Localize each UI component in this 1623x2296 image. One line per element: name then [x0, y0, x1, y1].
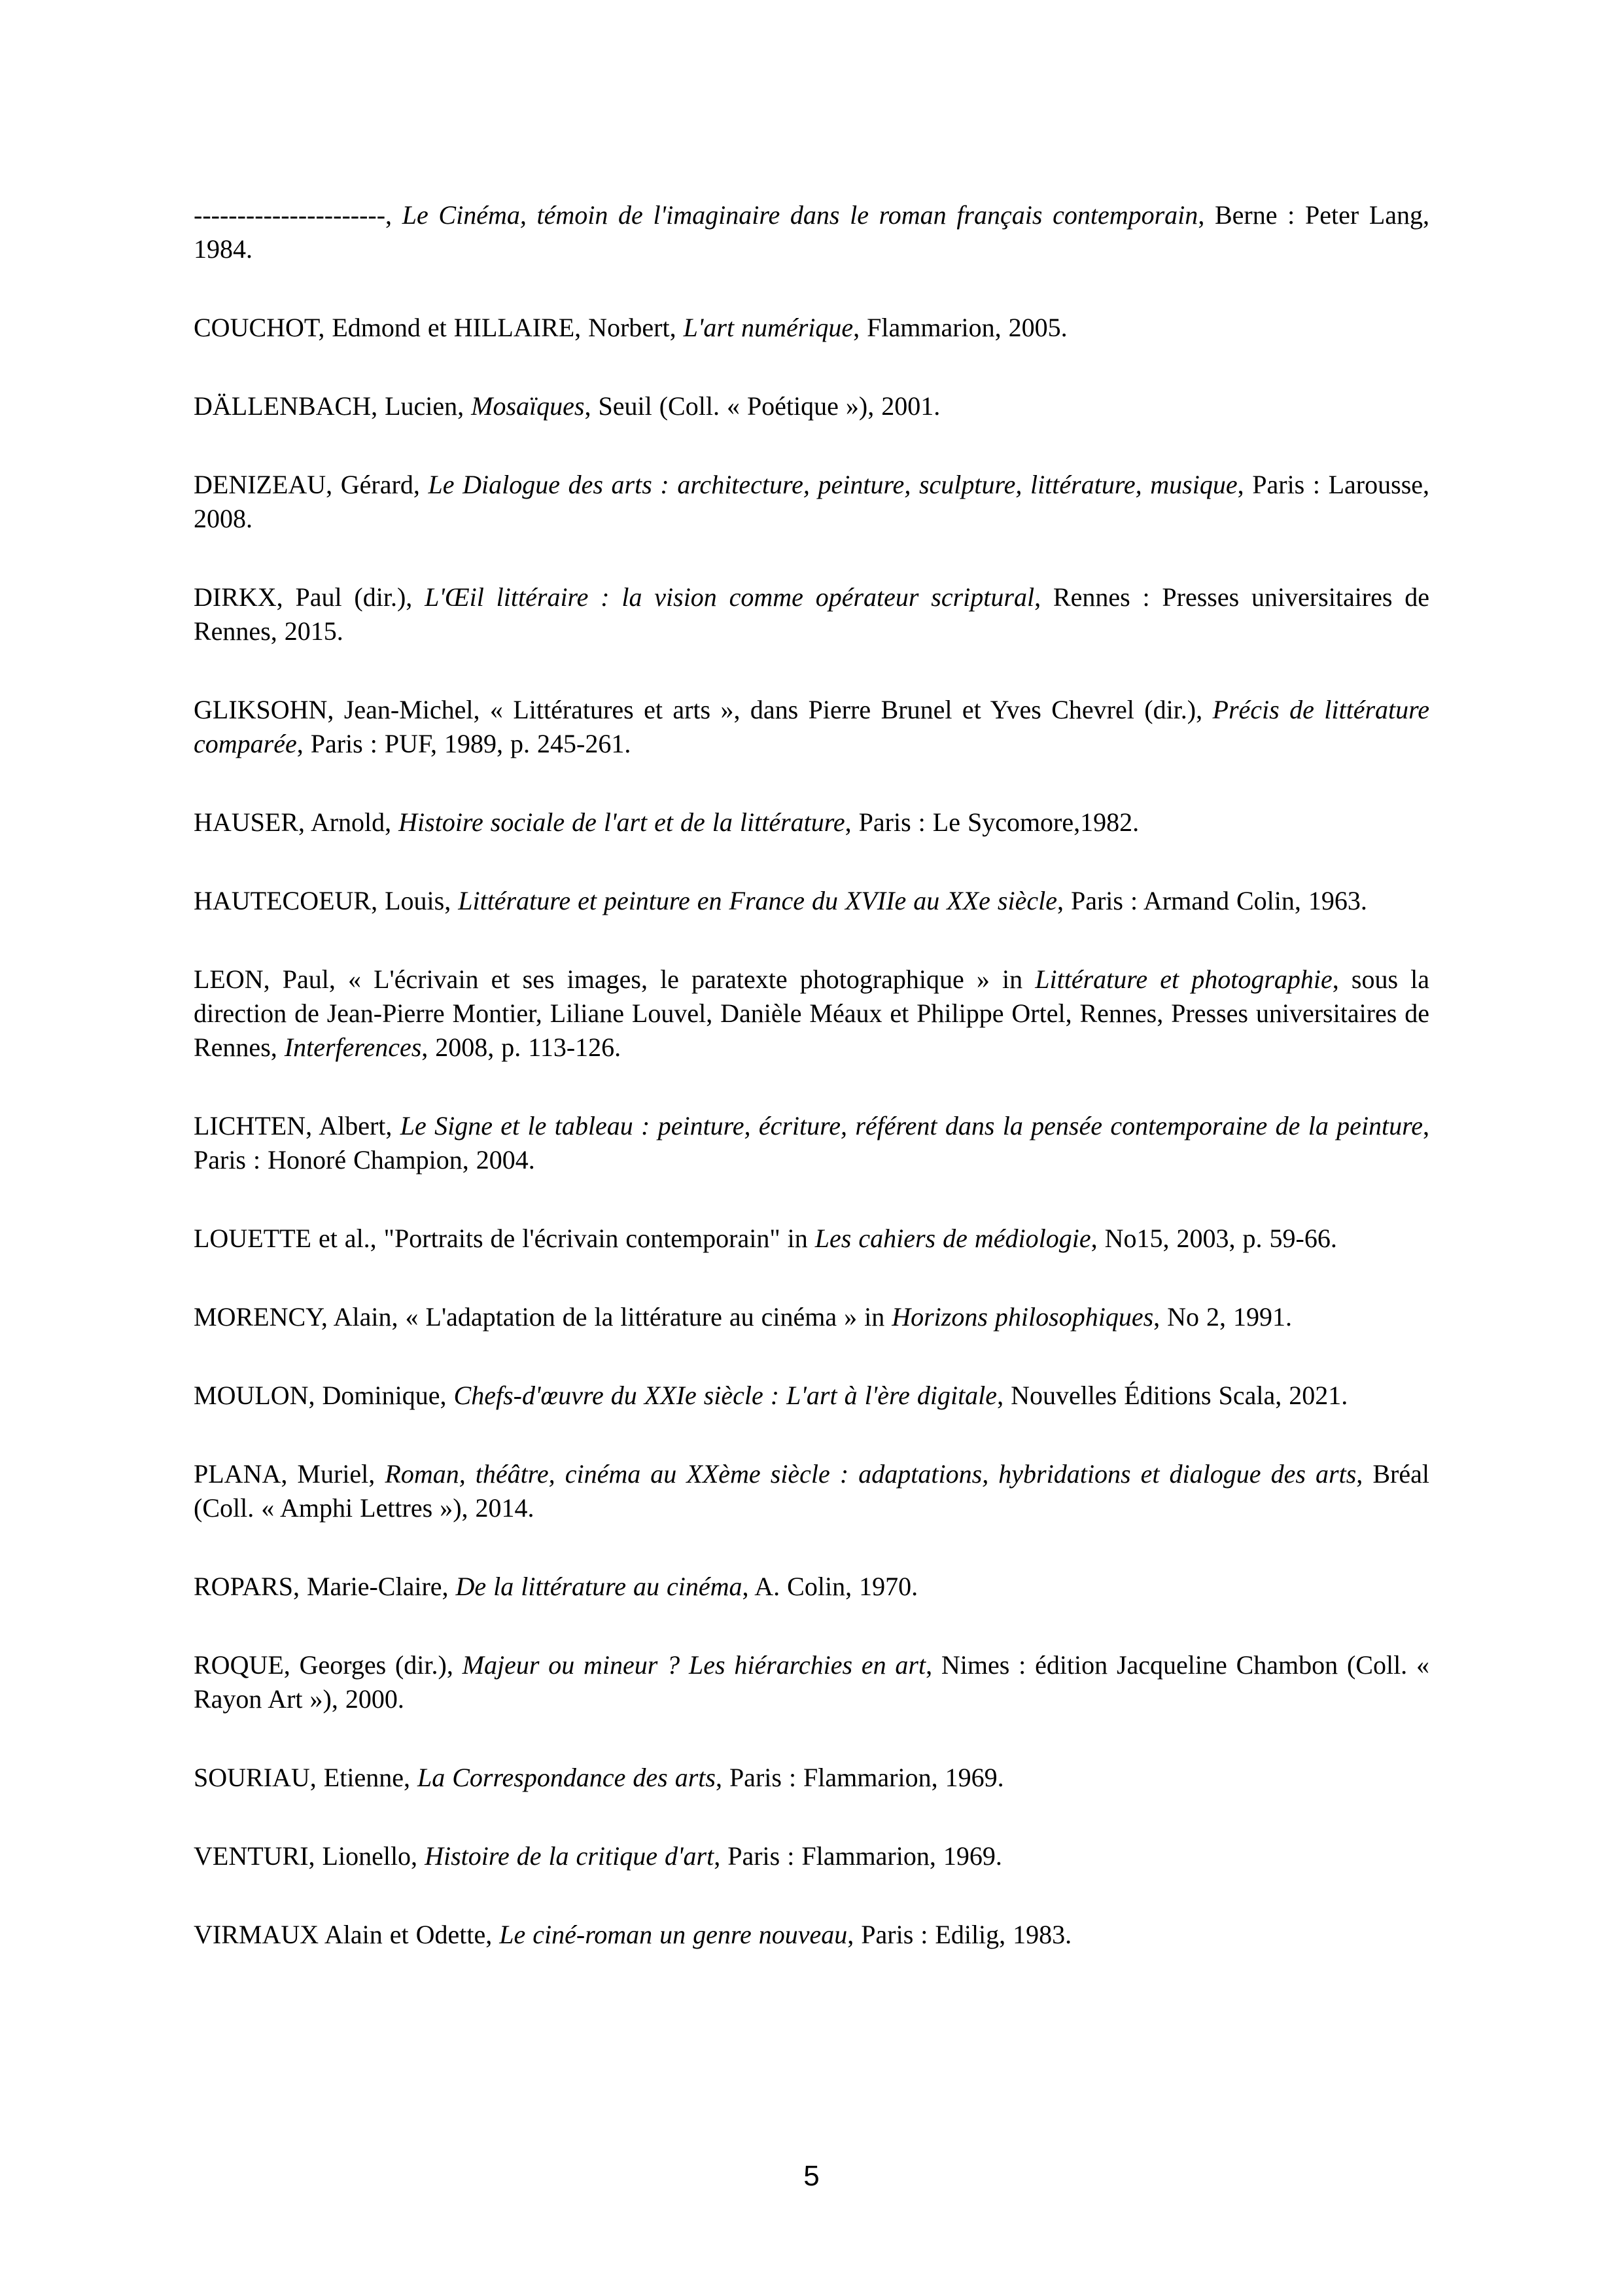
page-number: 5 [803, 2160, 820, 2192]
bibliography-entry: LICHTEN, Albert, Le Signe et le tableau : peinture, écriture, référent dans la pensée contemporaine de la peinture, Paris : Honoré Champion, 2004. [194, 1111, 1430, 1174]
bibliography-entry: ----------------------, Le Cinéma, témoin de l'imaginaire dans le roman français contemporain, Berne : Peter Lang, 1984. [194, 200, 1430, 264]
bibliography-entry: LOUETTE et al., "Portraits de l'écrivain contemporain" in Les cahiers de médiologie, No15, 2003, p. 59-66. [194, 1224, 1337, 1253]
bibliography-entry: HAUSER, Arnold, Histoire sociale de l'art et de la littérature, Paris : Le Sycomore,1982. [194, 807, 1140, 837]
bibliography-entry: ROPARS, Marie-Claire, De la littérature au cinéma, A. Colin, 1970. [194, 1572, 918, 1601]
bibliography-entry: DIRKX, Paul (dir.), L'Œil littéraire : la vision comme opérateur scriptural, Rennes : Presses universitaires de Rennes, 2015. [194, 582, 1430, 646]
bibliography-entry: LEON, Paul, « L'écrivain et ses images, le paratexte photographique » in Littérature et photographie, sous la direction de Jean-Pierre Montier, Liliane Louvel, Danièle Méaux et Philippe Ortel, Rennes, Presses universitaires de Rennes, Interferences, 2008, p. 113-126. [194, 964, 1429, 1062]
bibliography-entry: ROQUE, Georges (dir.), Majeur ou mineur ? Les hiérarchies en art, Nimes : édition Jacqueline Chambon (Coll. « Rayon Art »), 2000. [194, 1650, 1429, 1714]
bibliography-entry: DÄLLENBACH, Lucien, Mosaïques, Seuil (Coll. « Poétique »), 2001. [194, 391, 941, 421]
bibliography-entry: COUCHOT, Edmond et HILLAIRE, Norbert, L'art numérique, Flammarion, 2005. [194, 313, 1068, 342]
bibliography-entry: PLANA, Muriel, Roman, théâtre, cinéma au XXème siècle : adaptations, hybridations et dialogue des arts, Bréal (Coll. « Amphi Lettres »), 2014. [194, 1459, 1429, 1523]
bibliography-entry: SOURIAU, Etienne, La Correspondance des arts, Paris : Flammarion, 1969. [194, 1763, 1004, 1792]
bibliography-entry: VIRMAUX Alain et Odette, Le ciné-roman un genre nouveau, Paris : Edilig, 1983. [194, 1920, 1072, 1949]
bibliography-entry: DENIZEAU, Gérard, Le Dialogue des arts : architecture, peinture, sculpture, littérature, musique, Paris : Larousse, 2008. [194, 470, 1430, 533]
bibliography-entry: HAUTECOEUR, Louis, Littérature et peinture en France du XVIIe au XXe siècle, Paris : Armand Colin, 1963. [194, 886, 1367, 915]
bibliography-entry: GLIKSOHN, Jean-Michel, « Littératures et arts », dans Pierre Brunel et Yves Chevrel (dir.), Précis de littérature comparée, Paris : PUF, 1989, p. 245-261. [194, 695, 1430, 758]
bibliography-list [194, 198, 1429, 1996]
bibliography-entry: VENTURI, Lionello, Histoire de la critique d'art, Paris : Flammarion, 1969. [194, 1841, 1002, 1871]
bibliography-entry: MORENCY, Alain, « L'adaptation de la littérature au cinéma » in Horizons philosophiques, No 2, 1991. [194, 1302, 1293, 1332]
bibliography-entry: MOULON, Dominique, Chefs-d'œuvre du XXIe siècle : L'art à l'ère digitale, Nouvelles Éditions Scala, 2021. [194, 1381, 1348, 1410]
